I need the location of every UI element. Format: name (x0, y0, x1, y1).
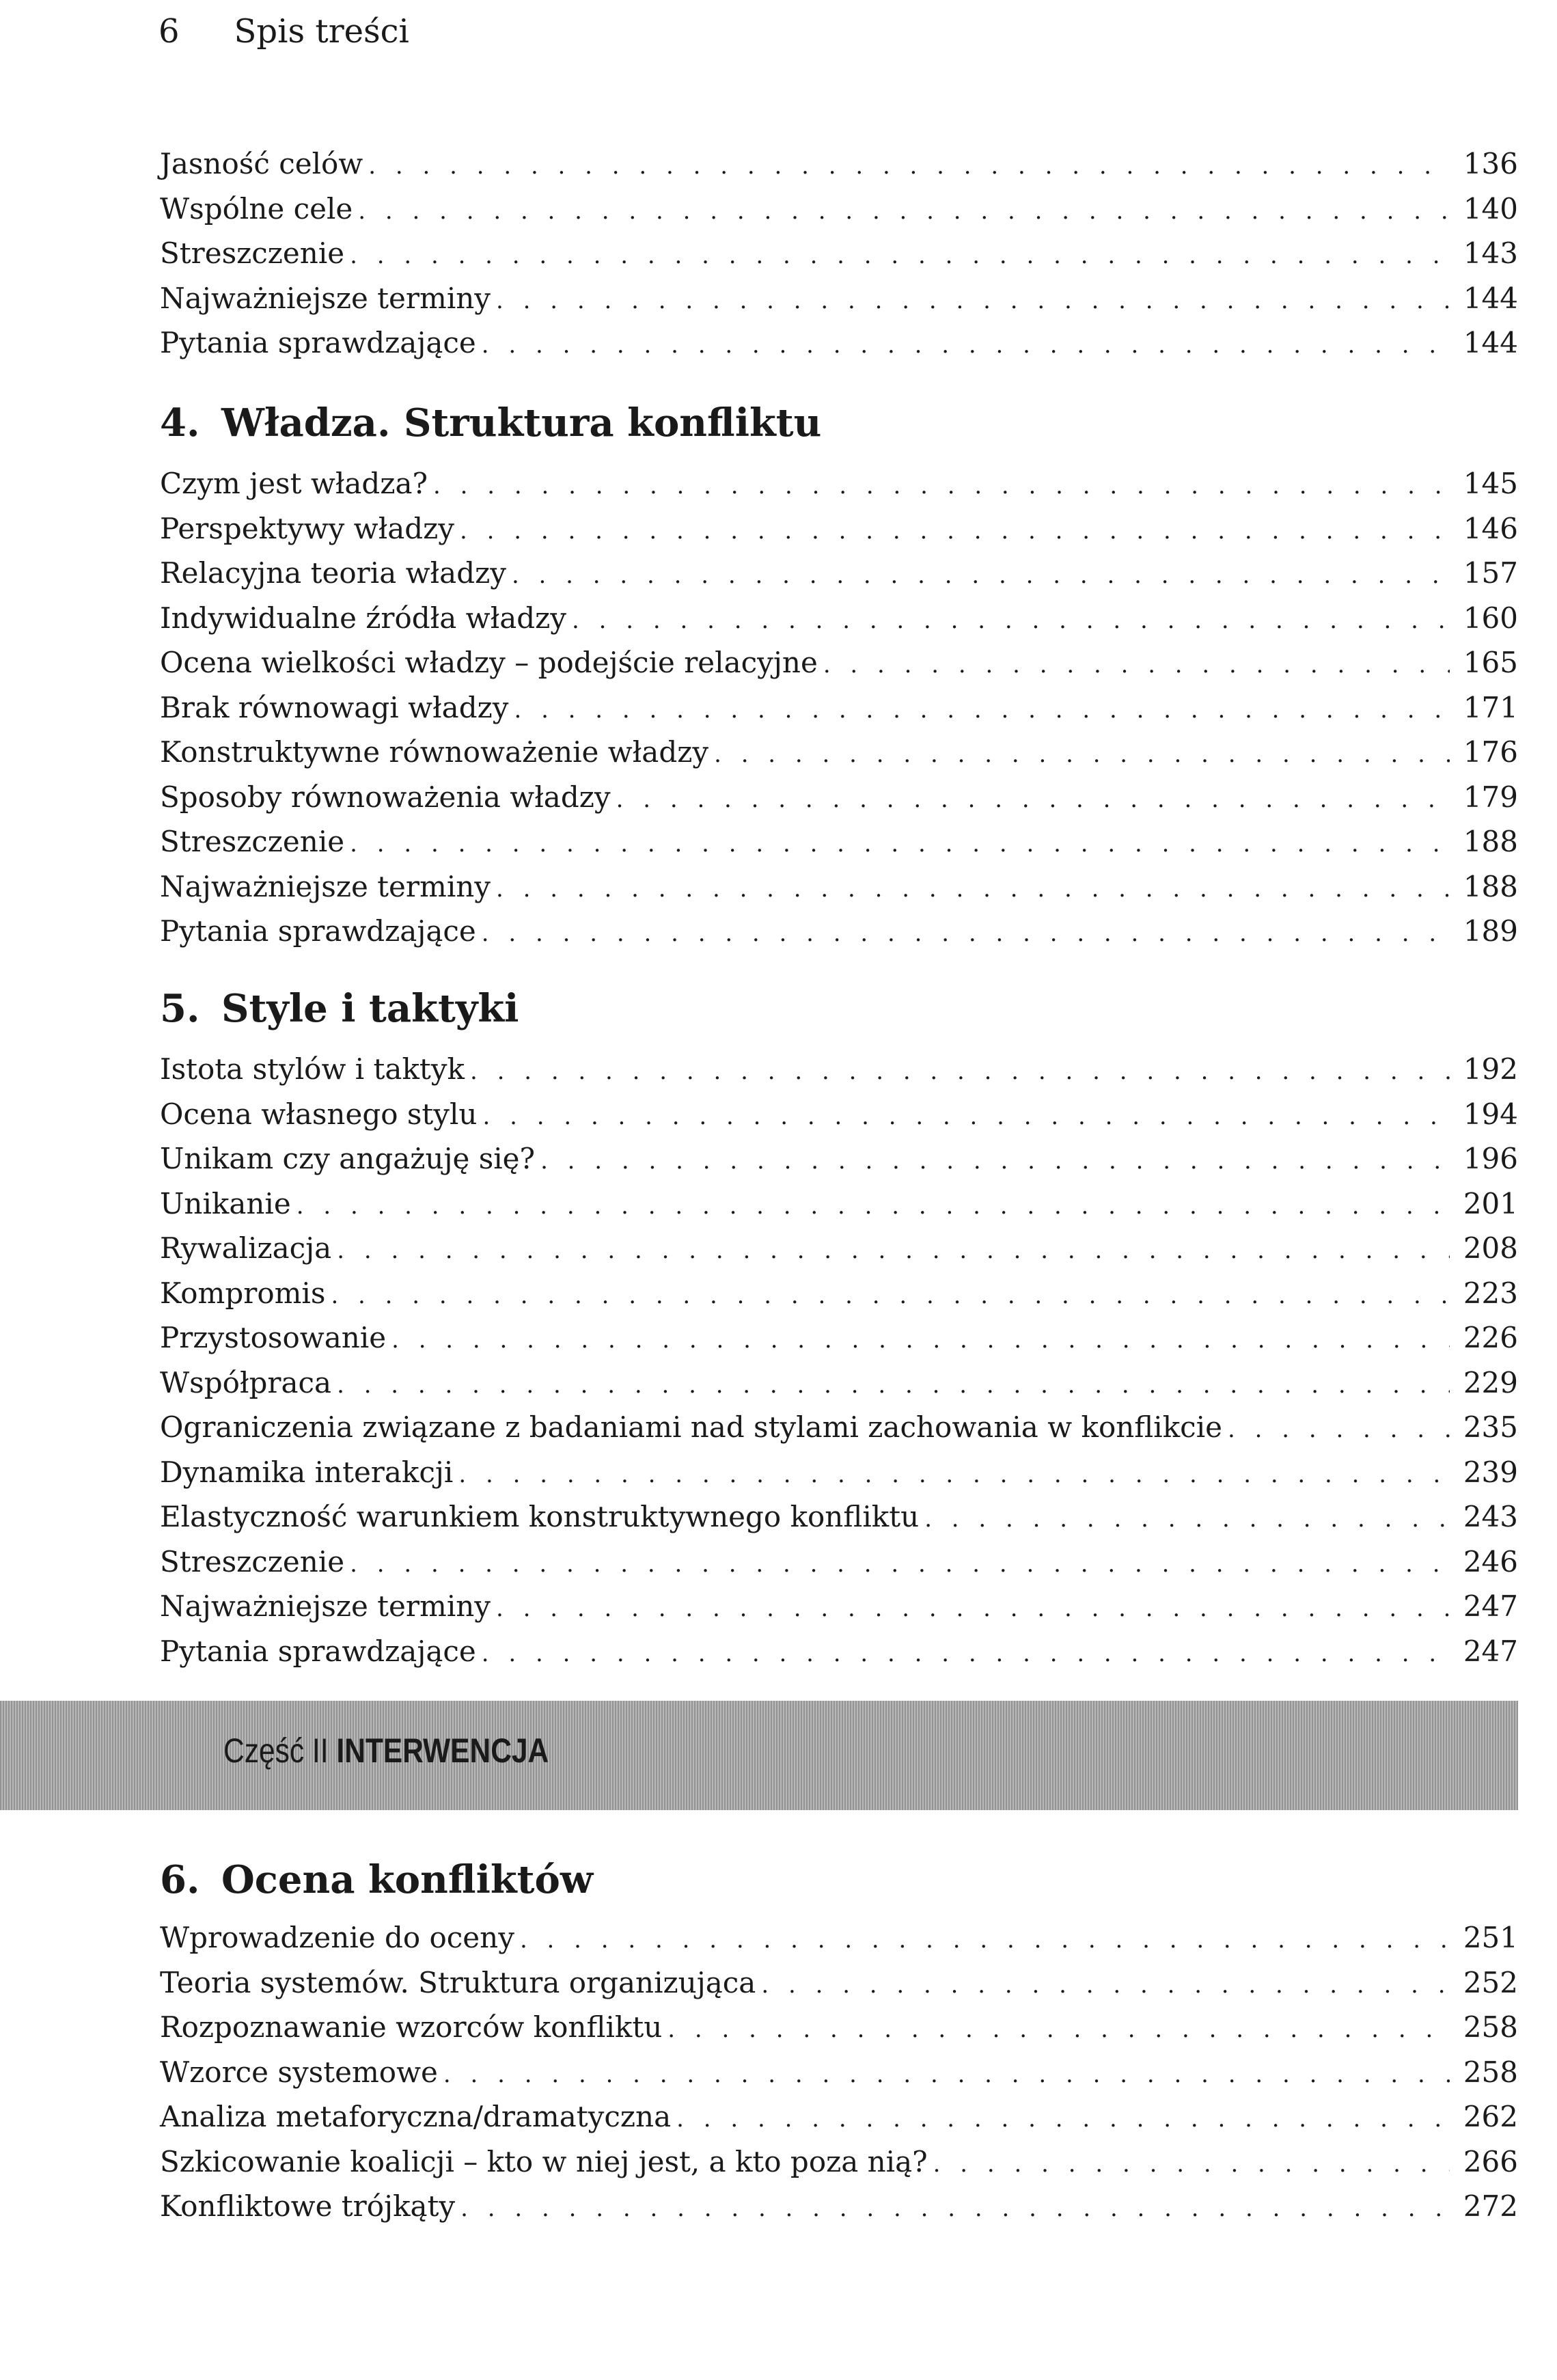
entry-page: 192 (1463, 1052, 1518, 1086)
toc-entry (160, 909, 1518, 954)
toc-entry (160, 1629, 1518, 1674)
dot-leader (350, 1542, 1450, 1587)
entry-title: Dynamika interakcji (160, 1455, 454, 1489)
entry-page: 246 (1463, 1544, 1518, 1578)
toc-entry (160, 1960, 1518, 2006)
toc-entry (160, 1360, 1518, 1406)
chapter-number: 6. (160, 1857, 200, 1902)
toc-entry (160, 2005, 1518, 2050)
entry-page: 188 (1463, 869, 1518, 903)
entry-page: 223 (1463, 1276, 1518, 1310)
dot-leader (331, 1274, 1449, 1319)
entry-title: Najważniejsze terminy (160, 281, 491, 315)
entry-page: 201 (1463, 1186, 1518, 1220)
dot-leader (496, 867, 1450, 912)
toc-entry (160, 1181, 1518, 1227)
toc-entry (160, 1271, 1518, 1316)
dot-leader (433, 464, 1450, 509)
dot-leader (1228, 1408, 1450, 1453)
entry-title: Konstruktywne równoważenie władzy (160, 735, 709, 769)
entry-title: Teoria systemów. Struktura organizująca (160, 1965, 756, 1999)
entry-title: Elastyczność warunkiem konstruktywnego konfliktu (160, 1500, 920, 1533)
toc-entry (160, 320, 1518, 366)
entry-title: Ograniczenia związane z badaniami nad stylami zachowania w konflikcie (160, 1410, 1222, 1444)
entry-title: Współpraca (160, 1365, 332, 1399)
running-title: Spis treści (234, 12, 409, 51)
dot-leader (350, 234, 1450, 279)
dot-leader (458, 1453, 1449, 1498)
dot-leader (460, 2187, 1450, 2232)
toc-entry (160, 730, 1518, 775)
dot-leader (482, 1632, 1450, 1677)
entry-title: Sposoby równoważenia władzy (160, 780, 611, 814)
dot-leader (297, 1184, 1450, 1229)
toc-entry (160, 2050, 1518, 2095)
running-header (159, 12, 409, 51)
dot-leader (714, 733, 1450, 778)
toc-entry (160, 1092, 1518, 1137)
dot-leader (337, 1363, 1450, 1408)
part-title: INTERWENCJA (336, 1732, 549, 1770)
entry-page: 146 (1463, 511, 1518, 545)
toc-entry (160, 2094, 1518, 2139)
entry-page: 145 (1463, 467, 1518, 500)
entry-page: 258 (1463, 2055, 1518, 2089)
entry-title: Pytania sprawdzające (160, 914, 476, 948)
dot-leader (667, 2008, 1450, 2053)
dot-leader (350, 822, 1450, 867)
entry-page: 251 (1463, 1921, 1518, 1954)
entry-title: Streszczenie (160, 1544, 345, 1578)
dot-leader (391, 1318, 1450, 1363)
dot-leader (616, 778, 1450, 823)
entry-title: Ocena wielkości władzy – podejście relacyjne (160, 646, 818, 679)
toc-entry (160, 1494, 1518, 1540)
dot-leader (443, 2053, 1450, 2098)
entry-page: 176 (1463, 735, 1518, 769)
chapter-number: 5. (160, 986, 200, 1031)
toc-entry (160, 506, 1518, 551)
dot-leader (924, 1497, 1450, 1542)
entry-page: 235 (1463, 1410, 1518, 1444)
entry-page: 165 (1463, 646, 1518, 679)
entry-page: 136 (1463, 147, 1518, 180)
entry-title: Analiza metaforyczna/dramatyczna (160, 2100, 672, 2133)
entry-title: Najważniejsze terminy (160, 1589, 491, 1623)
entry-title: Ocena własnego stylu (160, 1097, 478, 1131)
toc-entry (160, 141, 1518, 187)
entry-title: Rywalizacja (160, 1231, 332, 1265)
toc-entry (160, 2139, 1518, 2185)
dot-leader (358, 189, 1450, 234)
toc-entry (160, 685, 1518, 730)
toc-chapter-5 (160, 1047, 1518, 1673)
dot-leader (761, 1963, 1449, 2008)
dot-leader (823, 643, 1450, 688)
dot-leader (540, 1139, 1450, 1184)
toc-entry (160, 864, 1518, 909)
dot-leader (496, 1587, 1450, 1632)
entry-page: 208 (1463, 1231, 1518, 1265)
entry-title: Relacyjna teoria władzy (160, 556, 506, 590)
part-number: Część II (223, 1732, 329, 1770)
toc-entry (160, 1047, 1518, 1092)
entry-page: 140 (1463, 191, 1518, 225)
dot-leader (514, 688, 1449, 733)
toc-entry (160, 187, 1518, 232)
dot-leader (470, 1050, 1450, 1095)
entry-page: 226 (1463, 1321, 1518, 1354)
toc-entry (160, 551, 1518, 596)
entry-title: Streszczenie (160, 825, 345, 858)
entry-page: 196 (1463, 1142, 1518, 1175)
chapter-title: Ocena konfliktów (221, 1857, 594, 1902)
toc-entry (160, 819, 1518, 864)
entry-title: Pytania sprawdzające (160, 1634, 476, 1668)
chapter-heading-6 (160, 1856, 593, 1904)
dot-leader (933, 2142, 1450, 2187)
entry-title: Przystosowanie (160, 1321, 387, 1354)
entry-title: Kompromis (160, 1276, 326, 1310)
toc-chapter-6 (160, 1915, 1518, 2229)
toc-entry (160, 2184, 1518, 2229)
entry-title: Indywidualne źródła władzy (160, 601, 567, 635)
toc-entry (160, 1405, 1518, 1450)
dot-leader (460, 509, 1450, 554)
toc-entry (160, 1584, 1518, 1629)
entry-page: 179 (1463, 780, 1518, 814)
toc-entry (160, 1136, 1518, 1181)
entry-title: Wzorce systemowe (160, 2055, 438, 2089)
dot-leader (482, 1095, 1449, 1140)
chapter-heading-4 (160, 399, 821, 447)
entry-title: Brak równowagi władzy (160, 690, 509, 724)
toc-section-top (160, 141, 1518, 366)
entry-title: Rozpoznawanie wzorców konfliktu (160, 2010, 663, 2044)
toc-entry (160, 1915, 1518, 1960)
part-banner (0, 1701, 1518, 1810)
entry-title: Wspólne cele (160, 191, 353, 225)
entry-title: Istota stylów i taktyk (160, 1052, 465, 1086)
entry-page: 160 (1463, 601, 1518, 635)
chapter-heading-5 (160, 985, 519, 1032)
entry-title: Unikanie (160, 1186, 291, 1220)
toc-chapter-4 (160, 461, 1518, 954)
dot-leader (482, 323, 1450, 368)
toc-entry (160, 461, 1518, 506)
entry-title: Streszczenie (160, 236, 345, 270)
toc-entry (160, 231, 1518, 276)
part-label (223, 1731, 549, 1770)
entry-page: 272 (1463, 2189, 1518, 2223)
entry-page: 171 (1463, 690, 1518, 724)
toc-entry (160, 1540, 1518, 1585)
entry-page: 262 (1463, 2100, 1518, 2133)
toc-entry (160, 1315, 1518, 1360)
entry-page: 143 (1463, 236, 1518, 270)
entry-page: 144 (1463, 326, 1518, 359)
entry-title: Szkicowanie koalicji – kto w niej jest, a kto poza nią? (160, 2144, 928, 2178)
dot-leader (368, 144, 1450, 189)
entry-title: Wprowadzenie do oceny (160, 1921, 514, 1954)
entry-title: Perspektywy władzy (160, 511, 455, 545)
dot-leader (520, 1918, 1450, 1963)
toc-entry (160, 1450, 1518, 1495)
entry-page: 229 (1463, 1365, 1518, 1399)
chapter-title: Władza. Struktura konfliktu (221, 400, 822, 446)
dot-leader (496, 279, 1450, 324)
chapter-number: 4. (160, 400, 200, 446)
entry-page: 252 (1463, 1965, 1518, 1999)
page-number: 6 (159, 12, 180, 51)
chapter-title: Style i taktyki (221, 986, 519, 1031)
entry-page: 258 (1463, 2010, 1518, 2044)
entry-title: Najważniejsze terminy (160, 869, 491, 903)
entry-page: 239 (1463, 1455, 1518, 1489)
entry-page: 144 (1463, 281, 1518, 315)
dot-leader (572, 599, 1450, 644)
toc-entry (160, 596, 1518, 641)
entry-title: Jasność celów (160, 147, 363, 180)
entry-page: 194 (1463, 1097, 1518, 1131)
entry-title: Konfliktowe trójkąty (160, 2189, 456, 2223)
entry-title: Unikam czy angażuję się? (160, 1142, 536, 1175)
entry-page: 243 (1463, 1500, 1518, 1533)
entry-page: 247 (1463, 1634, 1518, 1668)
toc-entry (160, 276, 1518, 321)
entry-page: 188 (1463, 825, 1518, 858)
toc-entry (160, 775, 1518, 820)
entry-page: 247 (1463, 1589, 1518, 1623)
entry-page: 266 (1463, 2144, 1518, 2178)
toc-entry (160, 640, 1518, 685)
dot-leader (482, 912, 1450, 957)
entry-title: Pytania sprawdzające (160, 326, 476, 359)
toc-entry (160, 1226, 1518, 1271)
dot-leader (512, 553, 1450, 599)
dot-leader (337, 1229, 1450, 1274)
entry-page: 157 (1463, 556, 1518, 590)
entry-page: 189 (1463, 914, 1518, 948)
entry-title: Czym jest władza? (160, 467, 428, 500)
dot-leader (676, 2097, 1450, 2142)
